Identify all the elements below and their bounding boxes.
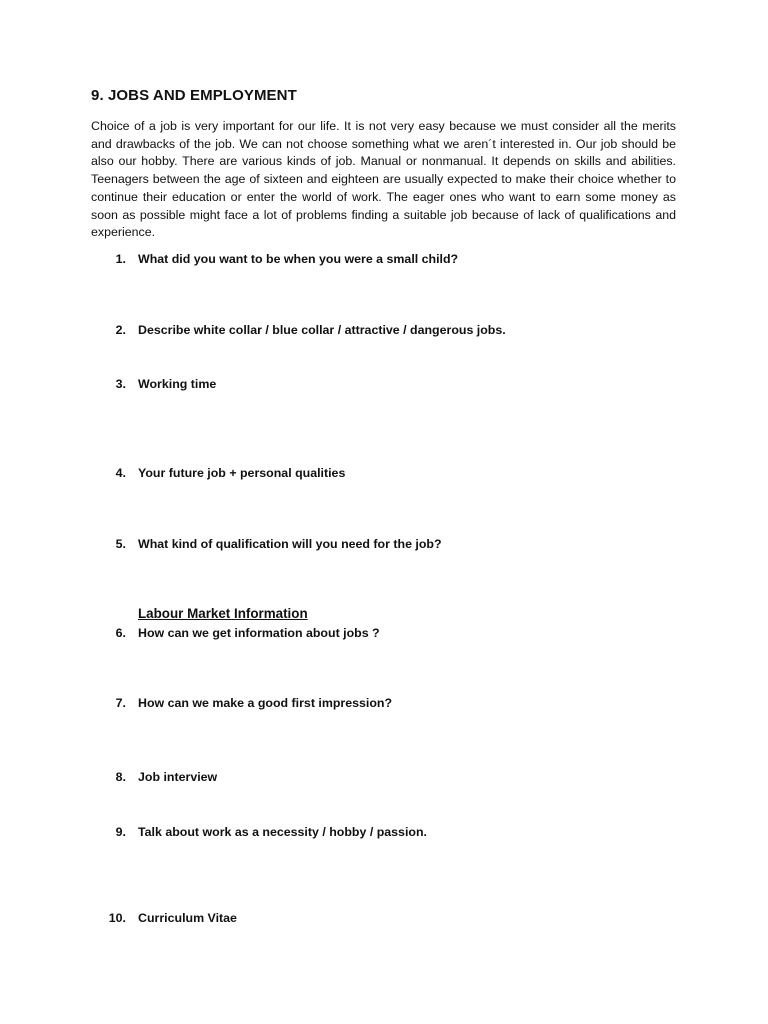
question-text: Job interview [138, 770, 218, 784]
page-title: 9. JOBS AND EMPLOYMENT [91, 87, 297, 104]
question-text: What kind of qualification will you need for the job? [138, 537, 442, 551]
question-number: 10. [108, 911, 126, 925]
question-text: Curriculum Vitae [138, 911, 237, 925]
question-number: 6. [115, 626, 126, 640]
intro-paragraph: Choice of a job is very important for our life. It is not very easy because we must consider all the merits and drawbacks of the job. We can not choose something what we aren´t interested in. Our job should be also our hobby. There are various kinds of job. Manual or nonmanual. It depends on skills and abilities. Teenagers between the age of sixteen and eighteen are usually expected to make their choice whether to continue their education or enter the world of work. The eager ones who want to earn some money as soon as possible might face a lot of problems finding a suitable job because of lack of qualifications and experience. [91, 119, 676, 240]
question-text: How can we make a good first impression? [138, 696, 393, 710]
question-text: Working time [138, 377, 217, 391]
question-text: How can we get information about jobs ? [138, 626, 380, 640]
question-number: 8. [115, 770, 126, 784]
question-number: 3. [115, 377, 126, 391]
question-number: 4. [115, 466, 126, 480]
question-number: 2. [115, 323, 126, 337]
question-text: Your future job + personal qualities [138, 466, 346, 480]
question-text: What did you want to be when you were a small child? [138, 252, 459, 266]
section-heading: Labour Market Information [138, 606, 308, 621]
question-text: Talk about work as a necessity / hobby / passion. [138, 825, 427, 839]
question-text: Describe white collar / blue collar / attractive / dangerous jobs. [138, 323, 506, 337]
question-number: 7. [115, 696, 126, 710]
question-number: 9. [115, 825, 126, 839]
question-number: 1. [115, 252, 126, 266]
question-number: 5. [115, 537, 126, 551]
